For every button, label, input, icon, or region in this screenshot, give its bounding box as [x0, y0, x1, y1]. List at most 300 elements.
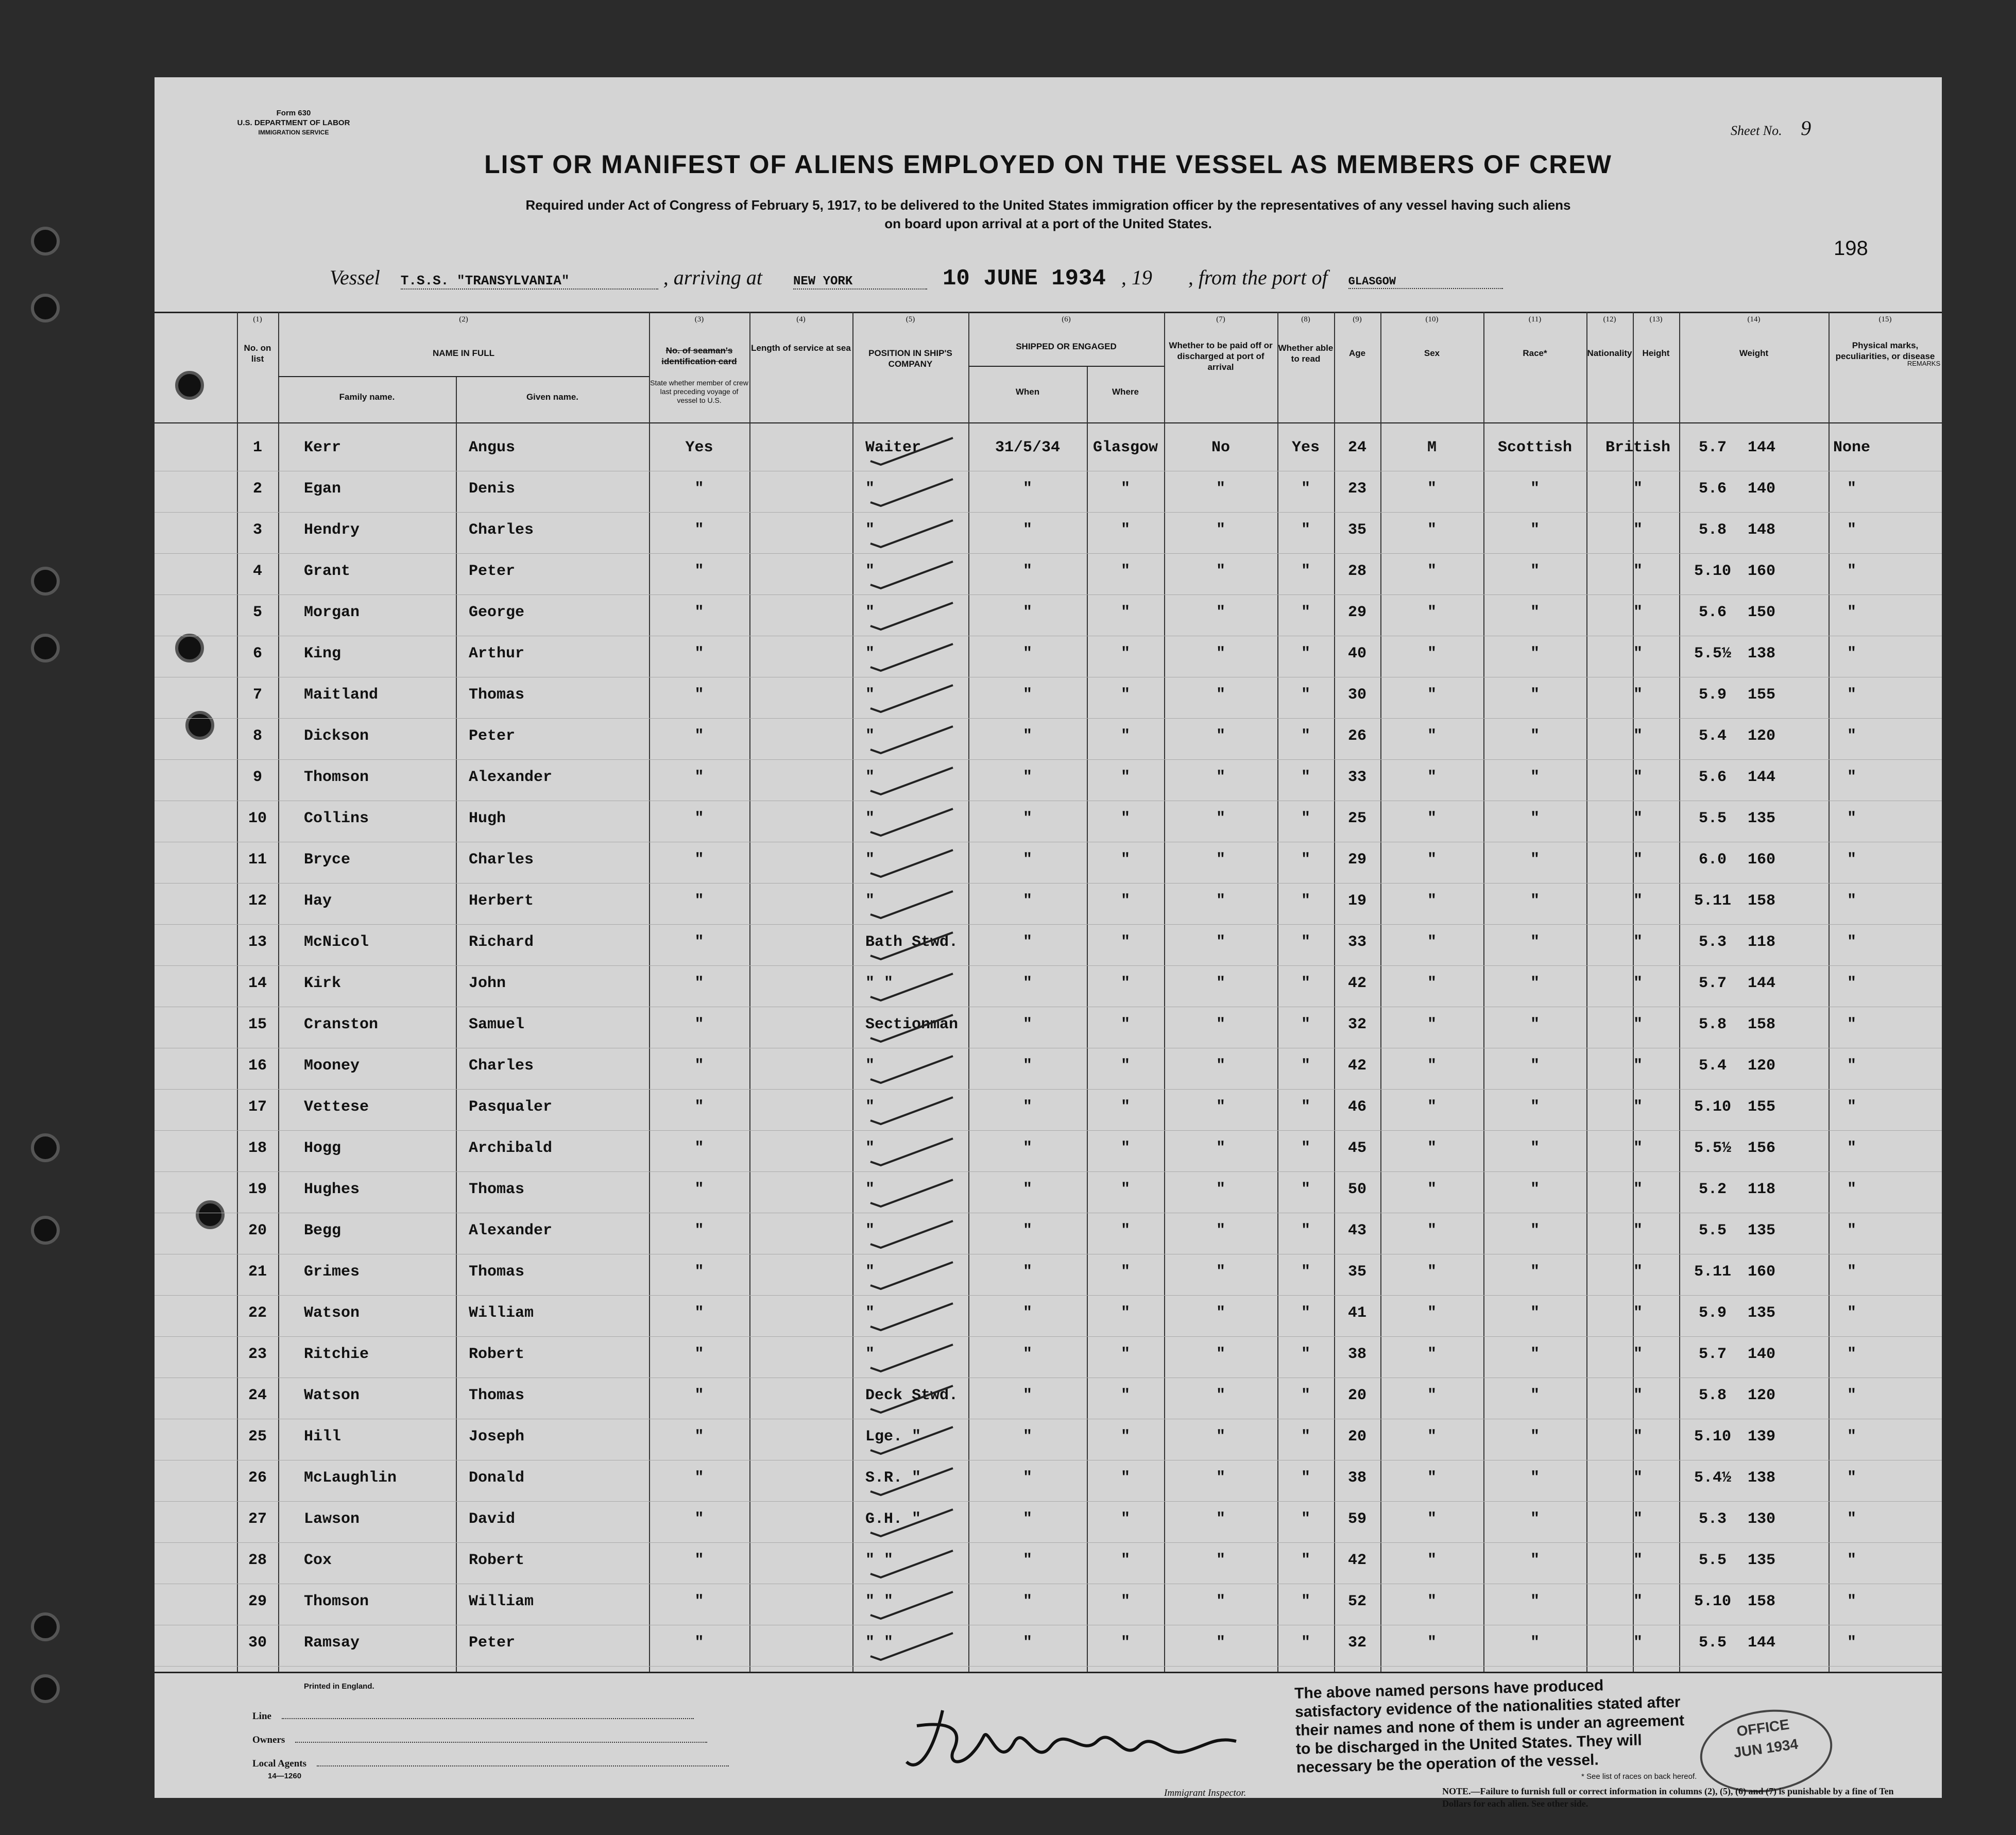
cell-marks: " — [1847, 727, 1856, 745]
cell-family: Egan — [304, 480, 341, 498]
row-rule — [155, 553, 1942, 554]
cell-marks: " — [1847, 645, 1856, 662]
cell-where: " — [1120, 1469, 1130, 1487]
cell-weight: 135 — [1747, 1222, 1775, 1239]
cell-age: 30 — [1347, 686, 1366, 704]
cell-age: 32 — [1347, 1016, 1366, 1033]
cell-where: " — [1120, 1304, 1130, 1322]
cell-position: " — [865, 480, 875, 498]
cell-nat: British — [1605, 439, 1671, 456]
cell-position: " — [865, 686, 875, 704]
cell-marks: " — [1847, 810, 1856, 827]
cell-height: 5.2 — [1698, 1181, 1727, 1198]
check-mark-icon — [865, 556, 958, 592]
cell-race: " — [1530, 1222, 1540, 1239]
cell-paid: " — [1216, 1304, 1225, 1322]
check-mark-icon — [865, 474, 958, 510]
cell-sex: " — [1427, 975, 1437, 992]
cell-height: 5.8 — [1698, 521, 1727, 539]
table-row — [155, 1628, 1942, 1667]
row-rule — [155, 1666, 1942, 1667]
subtitle-line-1: Required under Act of Congress of February 5, 1917, to be delivered to the United States immigration officer by the representatives of any vessel having such aliens — [525, 197, 1571, 213]
cell-where: " — [1120, 1222, 1130, 1239]
cell-read: " — [1301, 1057, 1310, 1075]
cell-position: Deck Stwd. — [865, 1387, 959, 1404]
cell-given: Arthur — [469, 645, 525, 662]
subtitle — [258, 196, 1839, 233]
cell-weight: 144 — [1747, 975, 1775, 992]
cell-when: " — [1022, 1140, 1032, 1157]
cell-given: Alexander — [469, 1222, 553, 1239]
check-mark-icon — [865, 1339, 958, 1375]
cell-family: Hughes — [304, 1181, 360, 1198]
row-rule — [155, 1171, 1942, 1172]
cell-weight: 158 — [1747, 892, 1775, 910]
cell-card: " — [694, 892, 704, 910]
cell-paid: " — [1216, 769, 1225, 786]
cell-family: McLaughlin — [304, 1469, 397, 1487]
table-row — [155, 639, 1942, 678]
cell-paid: " — [1216, 1140, 1225, 1157]
table-row — [155, 598, 1942, 637]
cell-height: 5.3 — [1698, 933, 1727, 951]
cell-when: " — [1022, 686, 1032, 704]
cell-family: Hendry — [304, 521, 360, 539]
table-row — [155, 1381, 1942, 1420]
cell-family: Thomson — [304, 1593, 369, 1610]
cell-nat: " — [1633, 1510, 1643, 1528]
year-label: , 19 — [1121, 266, 1152, 289]
cell-family: Morgan — [304, 604, 360, 621]
cell-sex: " — [1427, 480, 1437, 498]
cell-race: " — [1530, 1346, 1540, 1363]
cell-paid: " — [1216, 645, 1225, 662]
cell-card: " — [694, 1263, 704, 1281]
cell-no: 30 — [248, 1634, 267, 1652]
cell-position: G.H. " — [865, 1510, 921, 1528]
row-rule — [155, 1130, 1942, 1131]
cell-where: " — [1120, 1181, 1130, 1198]
cell-marks: " — [1847, 521, 1856, 539]
cell-when: " — [1022, 892, 1032, 910]
cell-age: 29 — [1347, 851, 1366, 869]
cell-race: " — [1530, 1593, 1540, 1610]
cell-read: " — [1301, 1634, 1310, 1652]
cell-weight: 118 — [1747, 1181, 1775, 1198]
cell-read: " — [1301, 1140, 1310, 1157]
table-row — [155, 1092, 1942, 1131]
cell-family: McNicol — [304, 933, 369, 951]
check-mark-icon — [865, 1010, 958, 1046]
check-mark-icon — [865, 1628, 958, 1664]
cell-height: 5.4 — [1698, 727, 1727, 745]
cell-sex: " — [1427, 521, 1437, 539]
col-head-nationality: Nationality — [1587, 348, 1632, 358]
cell-no: 21 — [248, 1263, 267, 1281]
cell-race: " — [1530, 1304, 1540, 1322]
cell-sex: " — [1427, 1510, 1437, 1528]
cell-weight: 160 — [1747, 851, 1775, 869]
cell-nat: " — [1633, 604, 1643, 621]
cell-sex: " — [1427, 1181, 1437, 1198]
cell-marks: " — [1847, 1346, 1856, 1363]
owners-label: Owners — [252, 1735, 285, 1745]
check-mark-icon — [865, 1216, 958, 1252]
cell-race: " — [1530, 480, 1540, 498]
col-num: (15) — [1878, 315, 1892, 324]
col-head-no: No. on list — [244, 343, 271, 364]
col-head-card: No. of seaman's identification card — [661, 346, 737, 366]
cell-height: 5.8 — [1698, 1387, 1727, 1404]
table-row — [155, 1339, 1942, 1379]
cell-position: " — [865, 521, 875, 539]
cell-marks: " — [1847, 1222, 1856, 1239]
cell-position: S.R. " — [865, 1469, 921, 1487]
cell-race: " — [1530, 645, 1540, 662]
form-department: U.S. DEPARTMENT OF LABOR — [237, 118, 350, 127]
cell-paid: " — [1216, 1181, 1225, 1198]
cell-no: 4 — [252, 563, 262, 580]
col-head-sex: Sex — [1424, 348, 1440, 358]
check-mark-icon — [865, 804, 958, 840]
cell-height: 5.3 — [1698, 1510, 1727, 1528]
cell-race: " — [1530, 1181, 1540, 1198]
cell-no: 14 — [248, 975, 267, 992]
cell-marks: " — [1847, 686, 1856, 704]
cell-read: " — [1301, 1346, 1310, 1363]
cell-age: 46 — [1347, 1098, 1366, 1116]
row-rule — [155, 1089, 1942, 1090]
cell-where: " — [1120, 521, 1130, 539]
punch-hole — [31, 1674, 60, 1703]
cell-when: " — [1022, 521, 1032, 539]
cell-sex: " — [1427, 563, 1437, 580]
table-row — [155, 556, 1942, 596]
row-rule — [155, 924, 1942, 925]
cell-card: " — [694, 563, 704, 580]
header-bottom-rule — [155, 422, 1942, 423]
row-rule — [155, 759, 1942, 760]
cell-sex: " — [1427, 1304, 1437, 1322]
cell-family: Lawson — [304, 1510, 360, 1528]
table-row — [155, 680, 1942, 719]
check-mark-icon — [865, 1545, 958, 1582]
cell-given: Charles — [469, 1057, 534, 1075]
agents-code: 14—1260 — [268, 1772, 302, 1780]
cell-read: " — [1301, 1098, 1310, 1116]
cell-weight: 130 — [1747, 1510, 1775, 1528]
cell-read: " — [1301, 1510, 1310, 1528]
cell-where: " — [1120, 810, 1130, 827]
inspector-label: Immigrant Inspector. — [1164, 1788, 1246, 1798]
cell-card: " — [694, 1098, 704, 1116]
cell-sex: " — [1427, 727, 1437, 745]
cell-where: " — [1120, 645, 1130, 662]
punch-hole — [31, 634, 60, 662]
table-row — [155, 433, 1942, 472]
cell-marks: " — [1847, 1263, 1856, 1281]
cell-nat: " — [1633, 1181, 1643, 1198]
cell-given: Samuel — [469, 1016, 525, 1033]
check-mark-icon — [865, 1504, 958, 1540]
cell-sex: " — [1427, 769, 1437, 786]
cell-nat: " — [1633, 686, 1643, 704]
cell-sex: " — [1427, 1016, 1437, 1033]
cell-read: " — [1301, 975, 1310, 992]
col-num: (5) — [906, 315, 915, 324]
vessel-line — [330, 265, 1823, 292]
cell-nat: " — [1633, 1304, 1643, 1322]
cell-when: " — [1022, 975, 1032, 992]
cell-card: " — [694, 480, 704, 498]
cell-read: " — [1301, 604, 1310, 621]
table-row — [155, 1257, 1942, 1296]
cell-race: " — [1530, 563, 1540, 580]
cell-age: 45 — [1347, 1140, 1366, 1157]
cell-nat: " — [1633, 1552, 1643, 1569]
sheet-number — [1731, 116, 1811, 140]
cell-read: " — [1301, 1593, 1310, 1610]
cell-position: " — [865, 1140, 875, 1157]
cell-marks: " — [1847, 1510, 1856, 1528]
cell-sex: " — [1427, 645, 1437, 662]
cell-read: " — [1301, 1469, 1310, 1487]
cell-when: " — [1022, 1222, 1032, 1239]
col-head-when: When — [1015, 387, 1040, 397]
cell-when: " — [1022, 769, 1032, 786]
cell-family: Maitland — [304, 686, 379, 704]
cell-height: 5.11 — [1694, 1263, 1731, 1281]
page-title: LIST OR MANIFEST OF ALIENS EMPLOYED ON THE VESSEL AS MEMBERS OF CREW — [484, 150, 1612, 179]
form-header — [216, 108, 371, 138]
cell-card: " — [694, 1181, 704, 1198]
cell-when: " — [1022, 1057, 1032, 1075]
cell-given: William — [469, 1593, 534, 1610]
inspector-signature — [896, 1695, 1267, 1788]
cell-given: Pasqualer — [469, 1098, 553, 1116]
cell-height: 5.10 — [1694, 1428, 1731, 1446]
cell-nat: " — [1633, 933, 1643, 951]
line-label: Line — [252, 1711, 271, 1722]
office-stamp-text: OFFICE — [1735, 1716, 1790, 1740]
cell-marks: " — [1847, 1428, 1856, 1446]
cell-nat: " — [1633, 1263, 1643, 1281]
col-head-race: Race* — [1523, 348, 1547, 358]
check-mark-icon — [865, 515, 958, 551]
cell-no: 10 — [248, 810, 267, 827]
cell-no: 23 — [248, 1346, 267, 1363]
cell-when: " — [1022, 1469, 1032, 1487]
cell-height: 5.10 — [1694, 1098, 1731, 1116]
cell-position: " — [865, 810, 875, 827]
cell-given: Thomas — [469, 1263, 525, 1281]
table-row — [155, 1463, 1942, 1502]
cell-height: 5.10 — [1694, 1593, 1731, 1610]
agents-label: Local Agents — [252, 1758, 307, 1769]
cell-nat: " — [1633, 727, 1643, 745]
cell-no: 22 — [248, 1304, 267, 1322]
col-head-paid: Whether to be paid off or discharged at port of arrival — [1169, 341, 1273, 372]
cell-paid: " — [1216, 933, 1225, 951]
cell-height: 6.0 — [1698, 851, 1727, 869]
cell-no: 7 — [252, 686, 262, 704]
cell-age: 40 — [1347, 645, 1366, 662]
cell-where: " — [1120, 1634, 1130, 1652]
cell-sex: " — [1427, 933, 1437, 951]
cell-card: " — [694, 521, 704, 539]
cell-race: " — [1530, 686, 1540, 704]
cell-family: Dickson — [304, 727, 369, 745]
cell-card: Yes — [685, 439, 713, 456]
row-rule — [155, 718, 1942, 719]
cell-height: 5.11 — [1694, 892, 1731, 910]
cell-position: " — [865, 769, 875, 786]
cell-read: " — [1301, 686, 1310, 704]
cell-position: " " — [865, 1634, 894, 1652]
cell-where: " — [1120, 1387, 1130, 1404]
cell-where: " — [1120, 727, 1130, 745]
cell-family: Kerr — [304, 439, 341, 456]
cell-when: " — [1022, 1428, 1032, 1446]
cell-sex: " — [1427, 1263, 1437, 1281]
cell-card: " — [694, 1552, 704, 1569]
cell-family: Ritchie — [304, 1346, 369, 1363]
cell-paid: " — [1216, 810, 1225, 827]
cell-race: " — [1530, 1634, 1540, 1652]
cell-position: " " — [865, 1552, 894, 1569]
cell-where: " — [1120, 892, 1130, 910]
cell-when: " — [1022, 851, 1032, 869]
cell-given: Robert — [469, 1346, 525, 1363]
cell-nat: " — [1633, 563, 1643, 580]
cell-given: Charles — [469, 521, 534, 539]
punch-hole — [31, 1133, 60, 1162]
cell-race: " — [1530, 1140, 1540, 1157]
cell-marks: " — [1847, 604, 1856, 621]
cell-height: 5.7 — [1698, 975, 1727, 992]
cell-where: " — [1120, 975, 1130, 992]
cell-read: " — [1301, 933, 1310, 951]
cell-read: " — [1301, 1304, 1310, 1322]
cell-weight: 155 — [1747, 686, 1775, 704]
check-mark-icon — [865, 680, 958, 716]
cell-given: Denis — [469, 480, 516, 498]
cell-weight: 120 — [1747, 1057, 1775, 1075]
date-stamp: 10 JUNE 1934 — [943, 266, 1106, 292]
cell-weight: 135 — [1747, 1304, 1775, 1322]
col-head-height: Height — [1642, 348, 1670, 358]
cell-marks: " — [1847, 1634, 1856, 1652]
subtitle-line-2: on board upon arrival at a port of the United States. — [884, 216, 1212, 231]
cell-where: " — [1120, 563, 1130, 580]
check-mark-icon — [865, 1422, 958, 1458]
page-number: 198 — [1834, 237, 1868, 260]
cell-position: " — [865, 1304, 875, 1322]
punch-hole — [31, 1612, 60, 1641]
printed-note: Printed in England. — [304, 1682, 374, 1691]
cell-height: 5.9 — [1698, 686, 1727, 704]
cell-when: " — [1022, 645, 1032, 662]
cell-where: " — [1120, 1098, 1130, 1116]
sheet-label: Sheet No. — [1731, 123, 1782, 138]
cell-paid: " — [1216, 1428, 1225, 1446]
col-head-shipped: SHIPPED OR ENGAGED — [1016, 342, 1117, 351]
cell-no: 24 — [248, 1387, 267, 1404]
table-row — [155, 1175, 1942, 1214]
table-row — [155, 721, 1942, 760]
cell-card: " — [694, 1140, 704, 1157]
cell-no: 9 — [252, 769, 262, 786]
cell-age: 38 — [1347, 1346, 1366, 1363]
cell-age: 19 — [1347, 892, 1366, 910]
cell-age: 35 — [1347, 1263, 1366, 1281]
check-mark-icon — [865, 927, 958, 963]
col-num: (8) — [1301, 315, 1310, 324]
table-bottom-rule — [155, 1672, 1942, 1673]
cell-read: " — [1301, 851, 1310, 869]
check-mark-icon — [865, 598, 958, 634]
col-head-remarks: REMARKS — [1907, 360, 1941, 367]
cell-paid: " — [1216, 1387, 1225, 1404]
cell-card: " — [694, 645, 704, 662]
cell-sex: " — [1427, 686, 1437, 704]
cell-paid: No — [1211, 439, 1230, 456]
cell-nat: " — [1633, 810, 1643, 827]
cell-height: 5.6 — [1698, 769, 1727, 786]
cell-when: " — [1022, 1593, 1032, 1610]
cell-marks: " — [1847, 975, 1856, 992]
cell-position: " — [865, 563, 875, 580]
cell-position: " — [865, 1098, 875, 1116]
check-mark-icon — [865, 969, 958, 1005]
col-head-age: Age — [1348, 348, 1366, 358]
cell-position: " " — [865, 1593, 894, 1610]
office-stamp-date: JUN 1934 — [1732, 1736, 1799, 1761]
table-row — [155, 1216, 1942, 1255]
cell-weight: 144 — [1747, 1634, 1775, 1652]
check-mark-icon — [865, 1257, 958, 1293]
cell-paid: " — [1216, 892, 1225, 910]
check-mark-icon — [865, 1051, 958, 1087]
cell-marks: None — [1833, 439, 1870, 456]
cell-weight: 158 — [1747, 1016, 1775, 1033]
cell-read: " — [1301, 727, 1310, 745]
cell-race: " — [1530, 1510, 1540, 1528]
cell-age: 43 — [1347, 1222, 1366, 1239]
cell-family: Mooney — [304, 1057, 360, 1075]
cell-where: " — [1120, 1016, 1130, 1033]
table-row — [155, 845, 1942, 884]
check-mark-icon — [865, 721, 958, 757]
cell-paid: " — [1216, 1222, 1225, 1239]
col-num: (7) — [1216, 315, 1225, 324]
cell-no: 17 — [248, 1098, 267, 1116]
cell-weight: 148 — [1747, 521, 1775, 539]
check-mark-icon — [865, 762, 958, 798]
cell-weight: 135 — [1747, 810, 1775, 827]
cell-sex: " — [1427, 810, 1437, 827]
shipped-subrule — [968, 366, 1164, 367]
col-head-name: NAME IN FULL — [433, 348, 494, 358]
cell-paid: " — [1216, 563, 1225, 580]
arriving-label: , arriving at — [663, 266, 762, 289]
cell-age: 20 — [1347, 1387, 1366, 1404]
punch-hole — [31, 567, 60, 596]
cell-read: " — [1301, 1222, 1310, 1239]
cell-no: 8 — [252, 727, 262, 745]
cell-race: " — [1530, 1098, 1540, 1116]
cell-given: Peter — [469, 563, 516, 580]
